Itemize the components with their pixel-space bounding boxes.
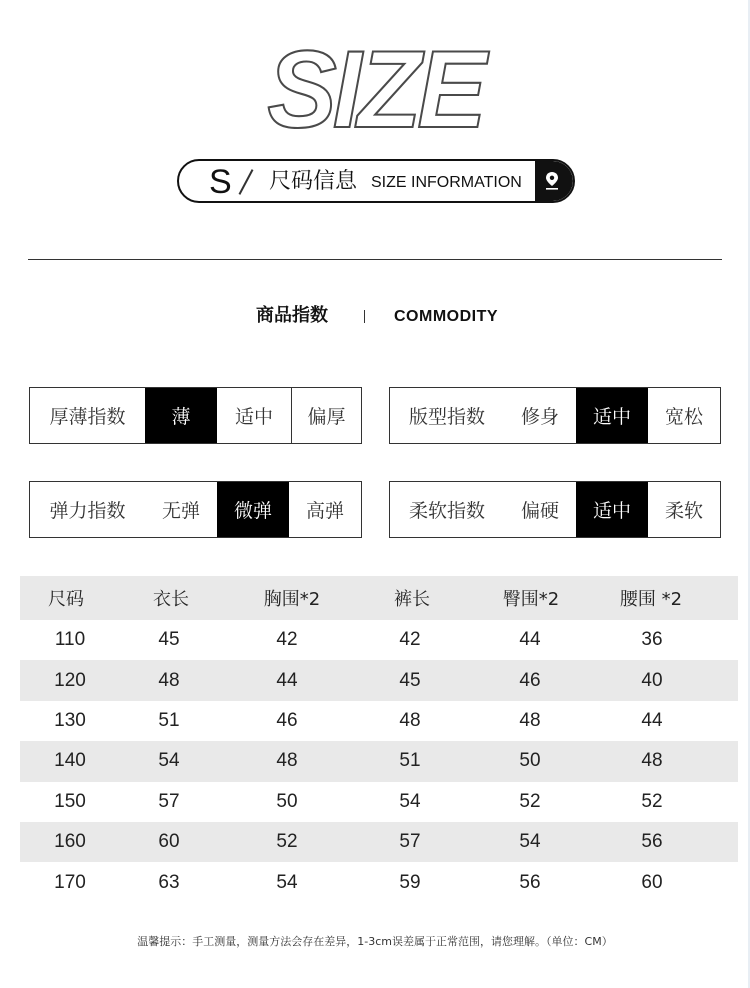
- table-cell: 56: [641, 831, 663, 853]
- table-row: [20, 862, 738, 902]
- size-info-pill: [177, 159, 575, 203]
- table-header-cell: 衣长: [153, 589, 189, 610]
- table-cell: 63: [158, 871, 180, 893]
- table-cell: 52: [276, 831, 298, 853]
- table-cell: 54: [158, 750, 180, 772]
- index-option: 高弹: [305, 500, 344, 522]
- index-option: 柔软: [664, 500, 703, 522]
- table-cell: 130: [54, 709, 86, 731]
- table-cell: 110: [54, 629, 86, 651]
- table-cell: 150: [54, 790, 86, 812]
- elasticity-index-box: [29, 481, 362, 538]
- table-cell: 44: [519, 629, 541, 651]
- section-separator: [364, 310, 365, 323]
- index-option: 适中: [234, 406, 273, 428]
- pill-title-en: SIZE INFORMATION: [371, 174, 522, 191]
- table-row: [20, 782, 738, 822]
- table-cell: 51: [399, 750, 421, 772]
- table-cell: 170: [54, 871, 86, 893]
- index-option-selected: 适中: [576, 482, 648, 537]
- pill-cap: [535, 161, 573, 201]
- table-header-cell: 胸围*2: [263, 589, 321, 610]
- table-header-cell: 尺码: [48, 589, 84, 610]
- table-cell: 42: [399, 629, 421, 651]
- index-option: 宽松: [664, 406, 703, 428]
- index-option-selected: 适中: [576, 388, 648, 443]
- table-cell: 46: [519, 669, 541, 691]
- divider-line: [28, 259, 722, 260]
- table-cell: 120: [54, 669, 86, 691]
- table-cell: 54: [519, 831, 541, 853]
- table-cell: 57: [158, 790, 180, 812]
- table-header-cell: 臀围*2: [502, 589, 560, 610]
- table-cell: 42: [276, 629, 298, 651]
- pill-letter: S: [209, 163, 232, 201]
- table-cell: 51: [158, 709, 180, 731]
- big-title: SIZE: [267, 29, 483, 151]
- index-label: 厚薄指数: [49, 406, 126, 428]
- table-row: [20, 741, 738, 781]
- table-cell: 140: [54, 750, 86, 772]
- index-option: 偏厚: [291, 388, 361, 443]
- index-label: 版型指数: [408, 406, 485, 428]
- table-row: [20, 822, 738, 862]
- footnote: 温馨提示：手工测量，测量方法会存在差异，1-3cm误差属于正常范围，请您理解。（单位：CM）: [137, 935, 613, 948]
- table-cell: 52: [641, 790, 663, 812]
- table-cell: 48: [158, 669, 180, 691]
- table-cell: 40: [641, 669, 663, 691]
- pill-title-cn: 尺码信息: [269, 169, 358, 194]
- table-cell: 48: [276, 750, 298, 772]
- table-header-cell: 裤长: [394, 589, 430, 610]
- table-header-row: [20, 576, 738, 620]
- table-cell: 54: [399, 790, 421, 812]
- section-title-cn: 商品指数: [256, 305, 328, 326]
- table-cell: 48: [399, 709, 421, 731]
- table-cell: 48: [519, 709, 541, 731]
- table-cell: 46: [276, 709, 298, 731]
- index-option-selected: 薄: [145, 388, 217, 443]
- table-cell: 50: [276, 790, 298, 812]
- index-label: 弹力指数: [49, 500, 126, 522]
- thickness-index-box: [29, 387, 362, 444]
- index-option-selected: 微弹: [217, 482, 289, 537]
- pill-slash: [239, 169, 254, 195]
- size-table: [20, 576, 738, 903]
- table-cell: 50: [519, 750, 541, 772]
- table-cell: 160: [54, 831, 86, 853]
- table-cell: 36: [641, 629, 663, 651]
- table-cell: 60: [641, 871, 663, 893]
- index-option: 修身: [520, 406, 559, 428]
- table-cell: 59: [399, 871, 421, 893]
- table-cell: 60: [158, 831, 180, 853]
- index-option: 偏硬: [520, 500, 559, 522]
- section-title-en: COMMODITY: [394, 308, 499, 325]
- table-cell: 57: [399, 831, 421, 853]
- table-cell: 54: [276, 871, 298, 893]
- fit-index-box: [389, 387, 721, 444]
- index-label: 柔软指数: [408, 500, 485, 522]
- index-option: 无弹: [161, 500, 200, 522]
- table-cell: 44: [641, 709, 663, 731]
- softness-index-box: [389, 481, 721, 538]
- table-cell: 52: [519, 790, 541, 812]
- table-cell: 45: [158, 629, 180, 651]
- table-row: [20, 660, 738, 700]
- table-header-cell: 腰围 *2: [619, 589, 683, 610]
- table-row: [20, 620, 738, 660]
- table-cell: 44: [276, 669, 298, 691]
- table-cell: 45: [399, 669, 421, 691]
- table-cell: 56: [519, 871, 541, 893]
- location-pin-icon: [545, 171, 559, 191]
- table-row: [20, 701, 738, 741]
- table-cell: 48: [641, 750, 663, 772]
